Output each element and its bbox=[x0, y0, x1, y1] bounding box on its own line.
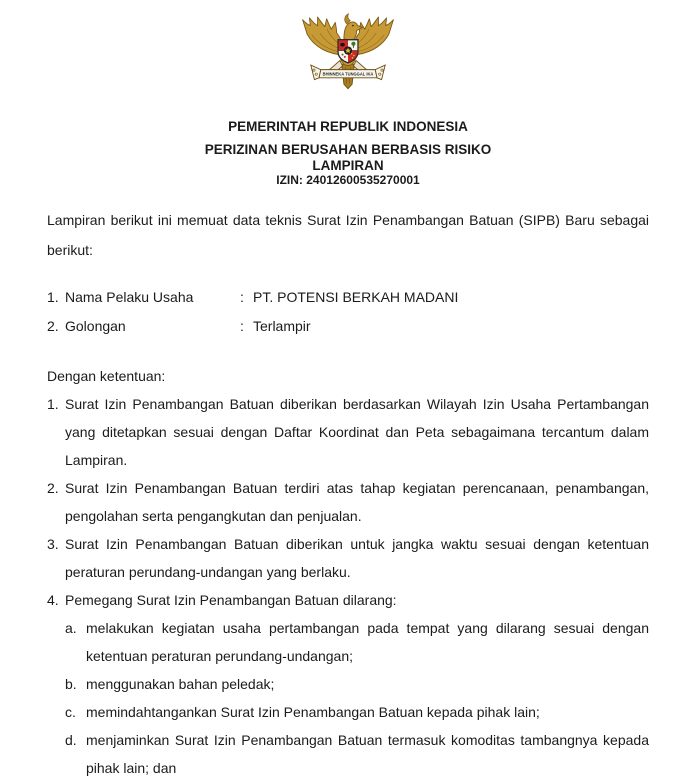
condition-item bbox=[47, 474, 649, 530]
item-text: Surat Izin Penambangan Batuan terdiri atas tahap kegiatan perencanaan, penambangan, pengolahan serta pengangkutan dan penjualan. bbox=[65, 480, 649, 524]
condition-subitem bbox=[65, 726, 649, 782]
subitem-text: memindahtangankan Surat Izin Penambangan Batuan kepada pihak lain; bbox=[86, 704, 540, 720]
conditions-list bbox=[47, 390, 649, 782]
condition-item bbox=[47, 586, 649, 614]
subitem-letter: b. bbox=[65, 676, 77, 692]
field-nama-pelaku-usaha bbox=[47, 283, 649, 312]
subitem-text: menggunakan bahan peledak; bbox=[86, 676, 275, 692]
subitem-text: melakukan kegiatan usaha pertambangan pada tempat yang dilarang sesuai dengan ketentuan peraturan perundang-undangan; bbox=[86, 620, 649, 664]
item-text: Surat Izin Penambangan Batuan diberikan berdasarkan Wilayah Izin Usaha Pertambangan yang ditetapkan sesuai dengan Daftar Koordinat dan Peta sebagaimana tercantum dalam Lampiran. bbox=[65, 396, 649, 468]
header-title: PERIZINAN BERUSAHAN BERBASIS RISIKO bbox=[204, 142, 492, 157]
header-government: PEMERINTAH REPUBLIK INDONESIA bbox=[228, 119, 468, 134]
item-text: Pemegang Surat Izin Penambangan Batuan dilarang: bbox=[65, 592, 397, 608]
item-number: 4. bbox=[47, 592, 59, 608]
condition-subitem bbox=[65, 698, 649, 726]
garuda-pancasila-emblem bbox=[299, 8, 397, 104]
header-izin-number: IZIN: 24012600535270001 bbox=[276, 173, 420, 187]
intro-paragraph: Lampiran berikut ini memuat data teknis Surat Izin Penambangan Batuan (SIPB) Baru sebagai berikut: bbox=[47, 212, 649, 258]
item-number: 3. bbox=[47, 536, 59, 552]
field-value: PT. POTENSI BERKAH MADANI bbox=[253, 289, 459, 305]
condition-subitem bbox=[65, 670, 649, 698]
emblem-motto-text: BHINNEKA TUNGGAL IKA bbox=[322, 71, 374, 77]
condition-item bbox=[47, 390, 649, 474]
field-number: 2. bbox=[47, 318, 59, 334]
subitem-letter: d. bbox=[65, 732, 77, 748]
field-separator: : bbox=[240, 318, 244, 334]
subitem-text: menjaminkan Surat Izin Penambangan Batuan termasuk komoditas tambangnya kepada pihak lain; dan bbox=[86, 732, 649, 776]
field-number: 1. bbox=[47, 289, 59, 305]
emblem-container bbox=[47, 8, 649, 109]
field-golongan bbox=[47, 312, 649, 341]
subitem-letter: a. bbox=[65, 620, 77, 636]
field-label: Nama Pelaku Usaha bbox=[65, 289, 194, 305]
header-lampiran: LAMPIRAN bbox=[312, 158, 384, 173]
item-number: 1. bbox=[47, 396, 59, 412]
field-value: Terlampir bbox=[253, 318, 311, 334]
prohibitions-sublist bbox=[65, 614, 649, 782]
data-fields bbox=[47, 283, 649, 341]
field-separator: : bbox=[240, 289, 244, 305]
item-number: 2. bbox=[47, 480, 59, 496]
condition-subitem bbox=[65, 614, 649, 670]
condition-item bbox=[47, 530, 649, 586]
conditions-heading: Dengan ketentuan: bbox=[47, 368, 166, 384]
item-text: Surat Izin Penambangan Batuan diberikan untuk jangka waktu sesuai dengan ketentuan peraturan perundang-undangan yang berlaku. bbox=[65, 536, 649, 580]
field-label: Golongan bbox=[65, 318, 126, 334]
subitem-letter: c. bbox=[65, 704, 76, 720]
